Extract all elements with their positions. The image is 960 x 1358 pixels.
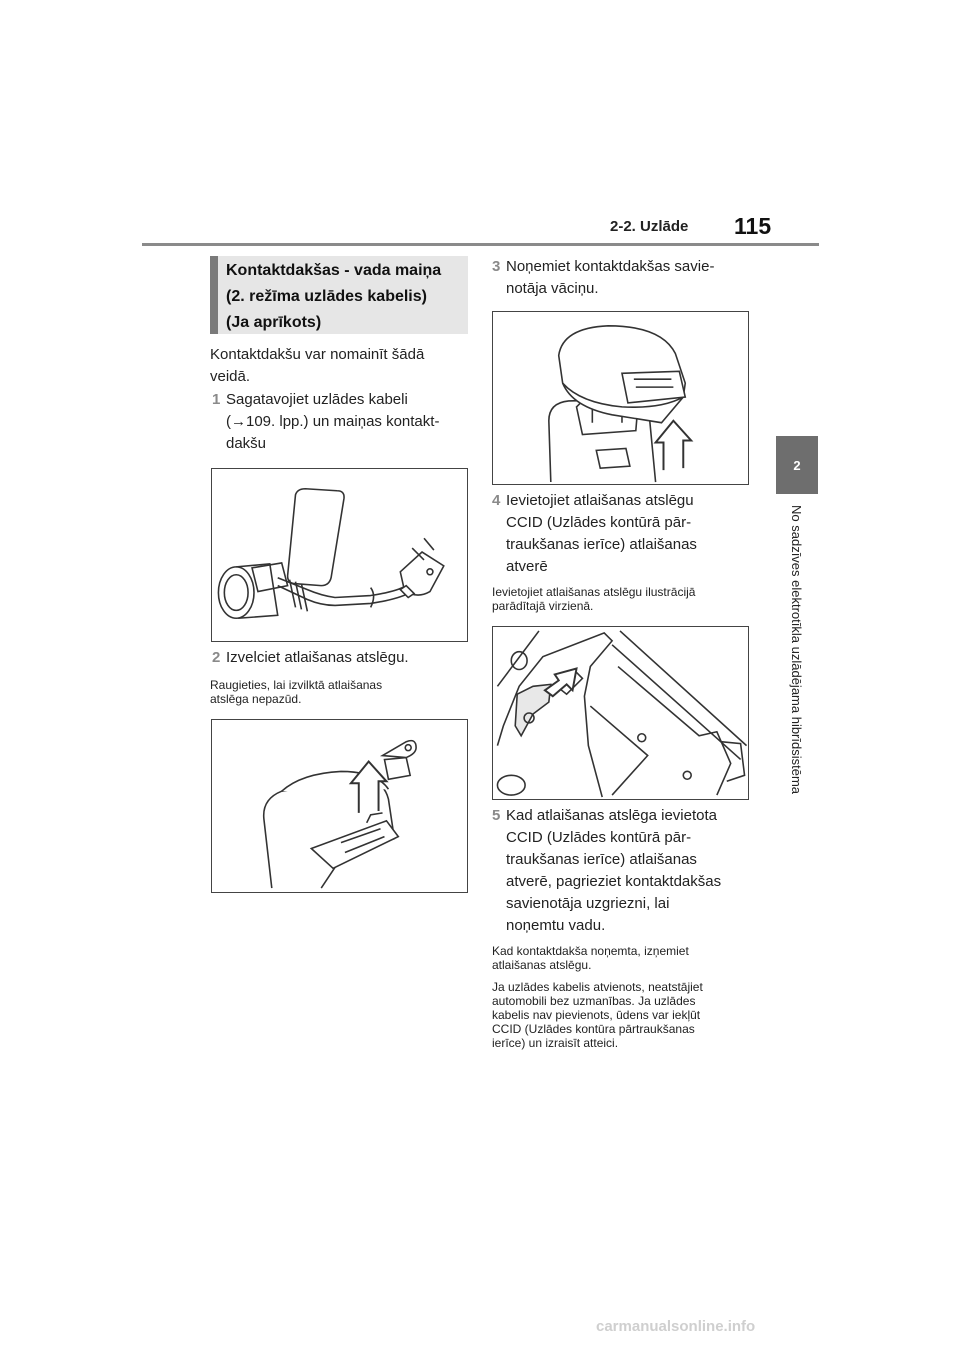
chapter-tab xyxy=(776,436,818,494)
note-line: ierīce) un izraisīt atteici. xyxy=(492,1036,619,1050)
step-line: (→109. lpp.) un maiņas kontakt- xyxy=(226,413,440,430)
step-number: 4 xyxy=(492,492,501,509)
note-line: Kad kontaktdakša noņemta, izņemiet xyxy=(492,944,689,958)
chapter-title xyxy=(787,505,807,845)
chapter-title-text: No sadzīves elektrotīkla uzlādējama hibrīdsistēma xyxy=(789,505,804,795)
step-line: Ievietojiet atlaišanas atslēgu xyxy=(506,492,694,509)
step-2 xyxy=(212,647,474,669)
remove-release-key-illustration xyxy=(212,720,467,892)
insert-release-key-illustration xyxy=(493,627,748,799)
intro-text xyxy=(210,344,472,388)
step-3 xyxy=(492,256,754,300)
step-line: traukšanas ierīce) atlaišanas xyxy=(506,851,697,868)
step-4-note xyxy=(492,585,754,613)
figure-insert-release-key xyxy=(492,626,749,800)
note-line: CCID (Uzlādes kontūra pārtraukšanas xyxy=(492,1022,695,1036)
step-line: CCID (Uzlādes kontūrā pār- xyxy=(506,514,692,531)
step-line: Noņemiet kontaktdakšas savie- xyxy=(506,258,715,275)
step-line: Sagatavojiet uzlādes kabeli xyxy=(226,391,408,408)
note-line: Ja uzlādes kabelis atvienots, neatstājiet xyxy=(492,980,703,994)
section-title-box xyxy=(210,256,468,334)
step-number: 5 xyxy=(492,807,501,824)
step-line: notāja vāciņu. xyxy=(506,280,599,297)
figure-charging-cable xyxy=(211,468,468,642)
step-number: 1 xyxy=(212,391,221,408)
step-line: dakšu xyxy=(226,435,267,452)
step-line: atverē xyxy=(506,558,548,575)
step-5-warning-note xyxy=(492,980,754,1050)
charging-cable-illustration xyxy=(212,469,467,641)
section-title-line-1: Kontaktdakšas - vada maiņa xyxy=(226,262,442,279)
step-5 xyxy=(492,805,754,937)
step-2-note xyxy=(210,678,472,706)
figure-remove-release-key xyxy=(211,719,468,893)
page-number: 115 xyxy=(734,213,772,239)
step-5-note xyxy=(492,944,754,972)
intro-line: veidā. xyxy=(210,368,251,385)
note-line: Raugieties, lai izvilktā atlaišanas xyxy=(210,678,383,692)
note-line: atlaišanas atslēgu. xyxy=(492,958,592,972)
note-line: kabelis nav pievienots, ūdens var iekļūt xyxy=(492,1008,701,1022)
chapter-number: 2 xyxy=(793,457,801,473)
step-line: Kad atlaišanas atslēga ievietota xyxy=(506,807,717,824)
step-line: traukšanas ierīce) atlaišanas xyxy=(506,536,697,553)
header-rule xyxy=(142,243,819,246)
section-label: 2-2. Uzlāde xyxy=(610,218,689,235)
note-line: Ievietojiet atlaišanas atslēgu ilustrācijā xyxy=(492,585,696,599)
note-line: parādītajā virzienā. xyxy=(492,599,594,613)
section-title-line-2: (2. režīma uzlādes kabelis) xyxy=(226,288,427,305)
step-number: 3 xyxy=(492,258,501,275)
step-line: CCID (Uzlādes kontūrā pār- xyxy=(506,829,692,846)
note-line: atslēga nepazūd. xyxy=(210,692,302,706)
intro-line: Kontaktdakšu var nomainīt šādā xyxy=(210,346,425,363)
step-line: atverē, pagrieziet kontaktdakšas xyxy=(506,873,722,890)
note-line: automobili bez uzmanības. Ja uzlādes xyxy=(492,994,696,1008)
section-title-line-3: (Ja aprīkots) xyxy=(226,314,322,331)
step-line: savienotāja uzgriezni, lai xyxy=(506,895,670,912)
step-number: 2 xyxy=(212,649,221,666)
step-4 xyxy=(492,490,754,578)
step-line: Izvelciet atlaišanas atslēgu. xyxy=(226,649,409,666)
step-line: noņemtu vadu. xyxy=(506,917,606,934)
figure-remove-cap xyxy=(492,311,749,485)
watermark: carmanualsonline.info xyxy=(596,1318,756,1335)
remove-cap-illustration xyxy=(493,312,748,484)
step-1 xyxy=(212,389,474,455)
